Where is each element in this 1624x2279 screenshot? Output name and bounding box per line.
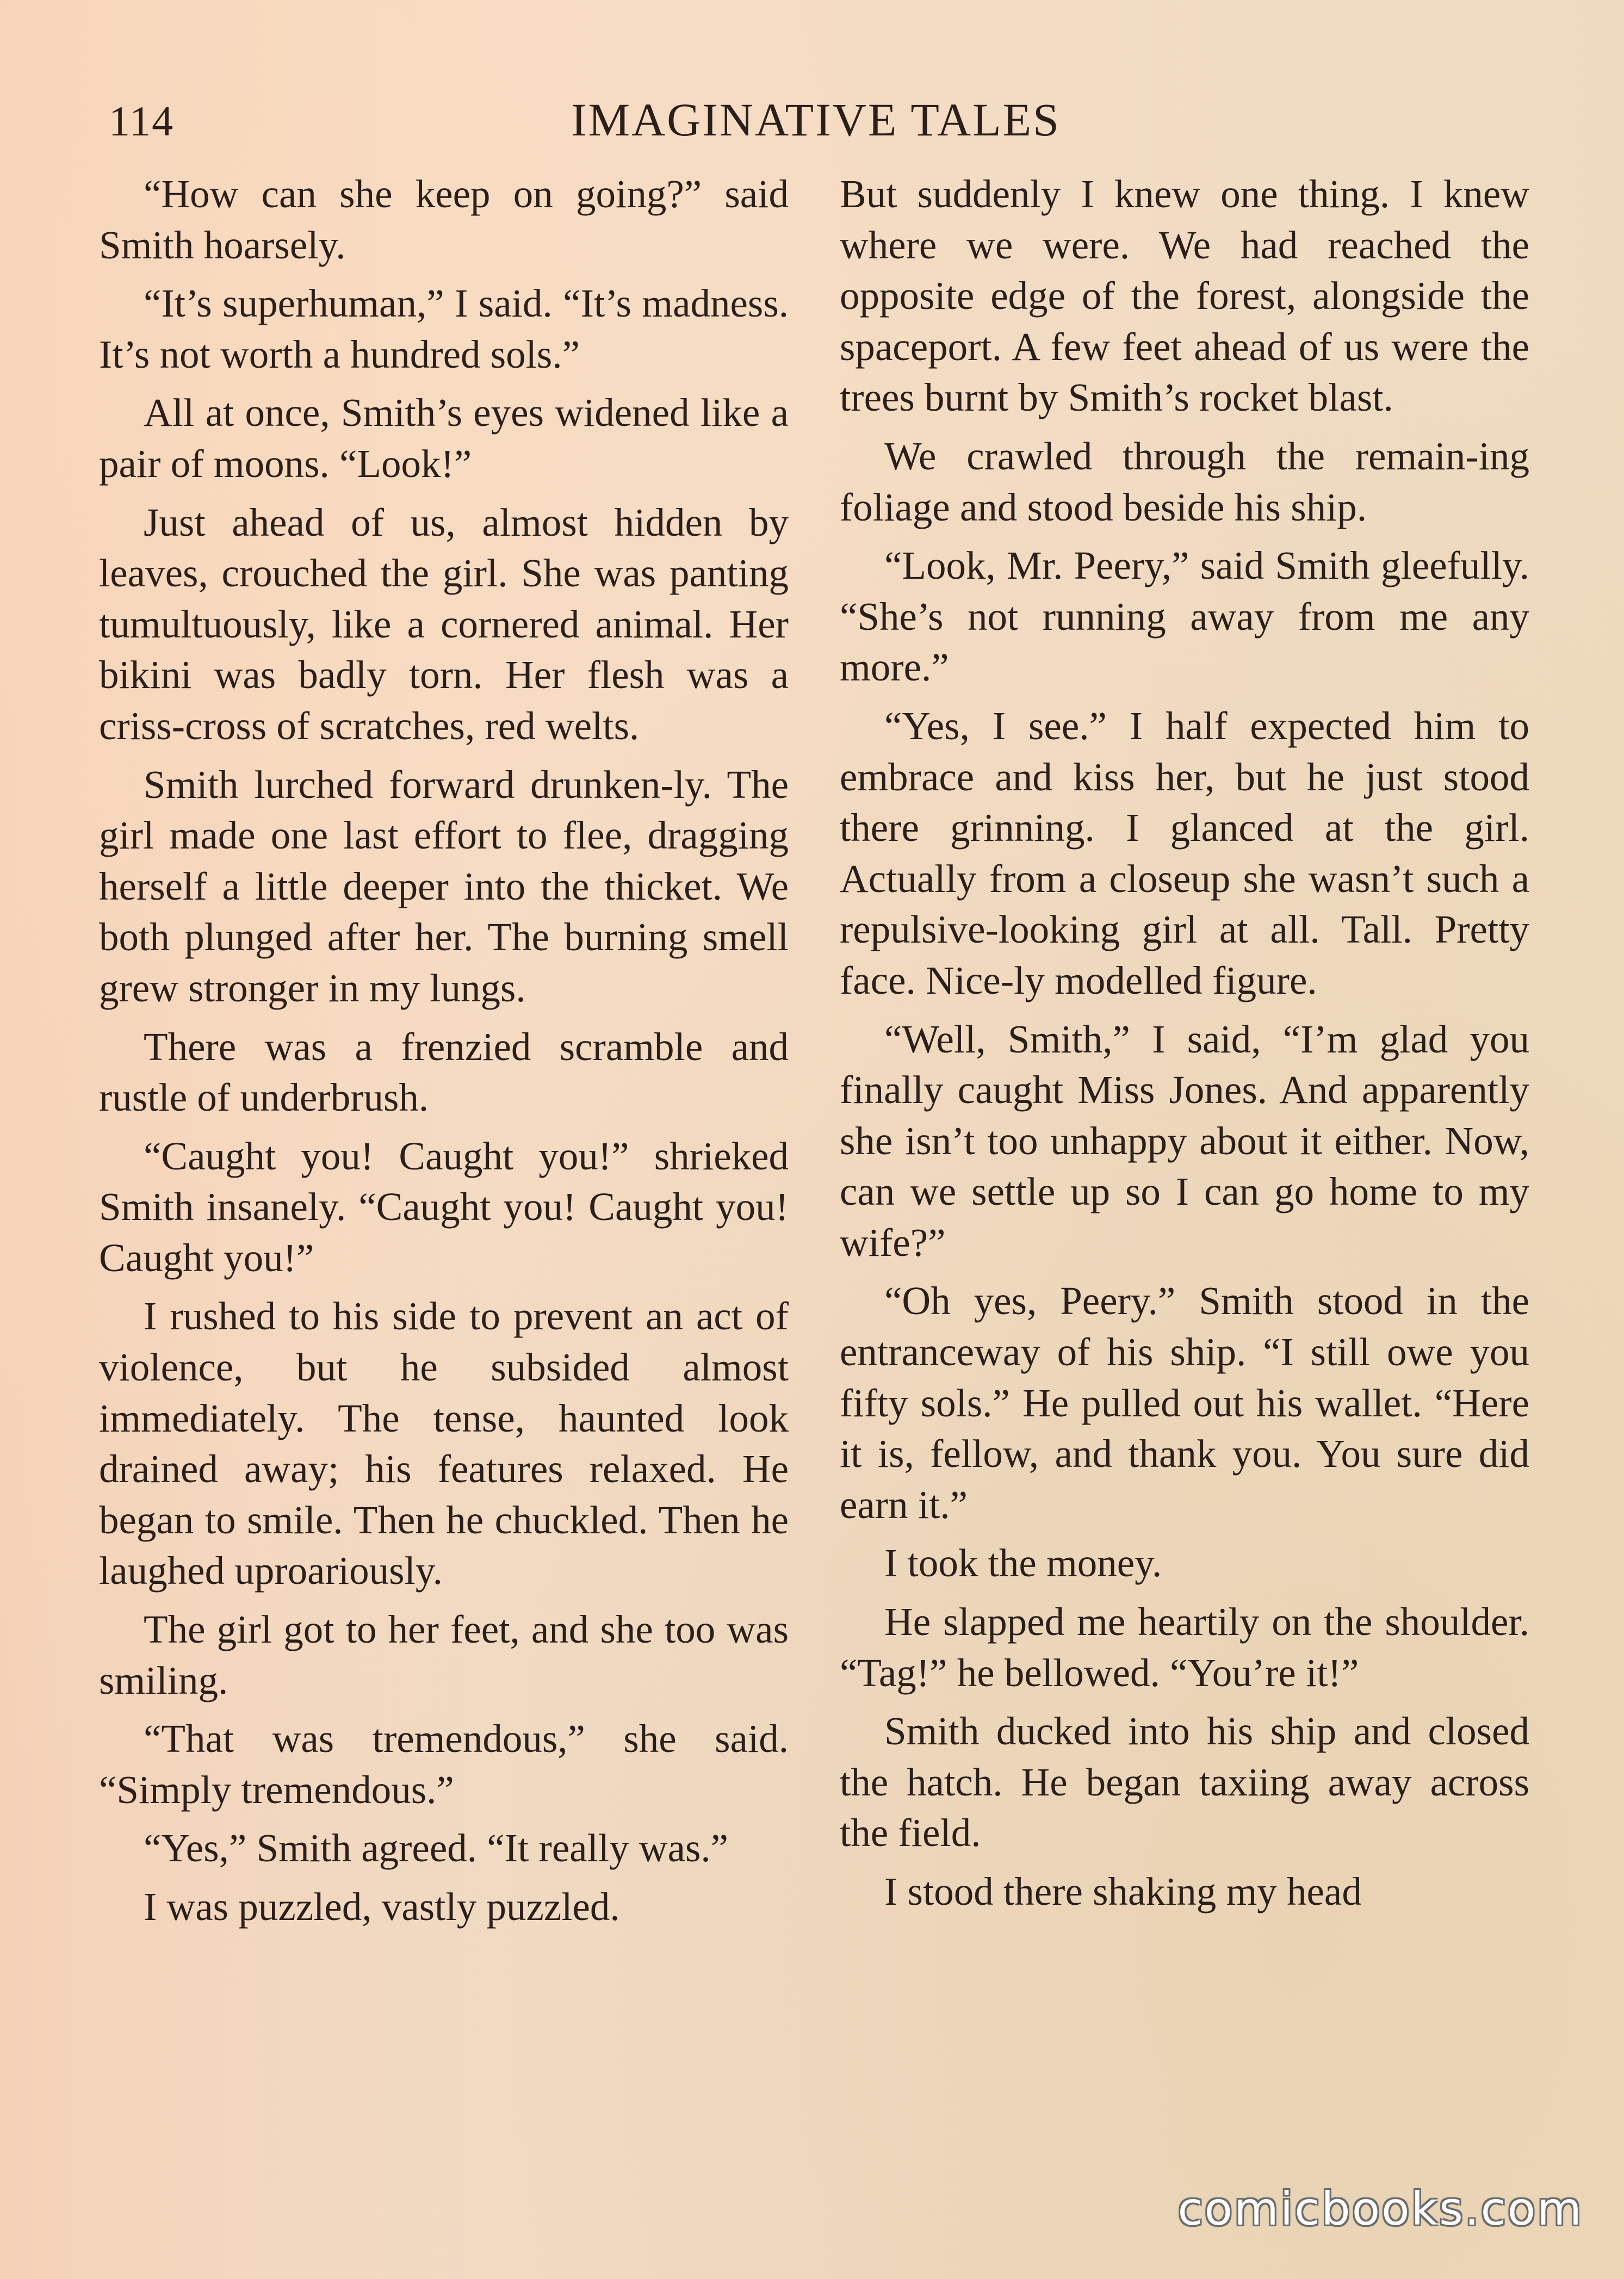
paragraph: “Yes,” Smith agreed. “It really was.”: [144, 1826, 729, 1871]
paragraph: I was puzzled, vastly puzzled.: [144, 1885, 620, 1929]
paragraph: There was a frenzied scramble and rustle of underbrush.: [99, 1024, 789, 1120]
paragraph: Smith ducked into his ship and closed the hatch. He began taxiing away across the field.: [840, 1709, 1529, 1855]
paragraph: “Yes, I see.” I half expected him to embrace and kiss her, but he just stood there grinning. I glanced at the girl. Actually from a closeup she wasn’t such a repulsive-looking girl at all. Tall. Pretty face. Nice-ly modelled figure.: [840, 703, 1529, 1002]
paragraph: “Caught you! Caught you!” shrieked Smith insanely. “Caught you! Caught you! Caught you!”: [99, 1134, 789, 1280]
running-title: IMAGINATIVE TALES: [571, 94, 1061, 146]
paragraph: “It’s superhuman,” I said. “It’s madness. It’s not worth a hundred sols.”: [99, 281, 789, 376]
paragraph: Smith lurched forward drunken-ly. The girl made one last effort to flee, dragging herself a little deeper into the thicket. We both plunged after her. The burning smell grew stronger in my lungs.: [99, 762, 789, 1010]
paragraph: Just ahead of us, almost hidden by leaves, crouched the girl. She was panting tumultuously, like a cornered animal. Her bikini was badly torn. Her flesh was a criss-cross of scratches, red welts.: [99, 500, 789, 748]
paragraph: The girl got to her feet, and she too was smiling.: [99, 1607, 789, 1702]
page-header: [98, 92, 1534, 158]
paragraph: “Look, Mr. Peery,” said Smith gleefully. “She’s not running away from me any more.”: [840, 543, 1529, 690]
paragraph: I rushed to his side to prevent an act of violence, but he subsided almost immediately. The tense, haunted look drained away; his features relaxed. He began to smile. Then he chuckled. Then he laughed uproariously.: [99, 1294, 789, 1593]
paragraph: “That was tremendous,” she said. “Simply tremendous.”: [99, 1717, 789, 1812]
paragraph: All at once, Smith’s eyes widened like a pair of moons. “Look!”: [99, 391, 789, 486]
paragraph: He slapped me heartily on the shoulder. “Tag!” he bellowed. “You’re it!”: [840, 1600, 1529, 1695]
left-column: [99, 169, 789, 1933]
right-column: [840, 169, 1529, 1917]
paragraph: I stood there shaking my head: [884, 1869, 1362, 1913]
site-watermark: comicbooks.com: [1177, 2182, 1583, 2235]
paragraph: We crawled through the remain-ing foliage and stood beside his ship.: [840, 433, 1529, 529]
continued-paragraph: But suddenly I knew one thing. I knew where we were. We had reached the opposite edge of the forest, alongside the spaceport. A few feet ahead of us were the trees burnt by Smith’s rocket blast.: [840, 172, 1529, 420]
paragraph: I took the money.: [884, 1541, 1162, 1586]
paragraph: “Well, Smith,” I said, “I’m glad you finally caught Miss Jones. And apparently she isn’t too unhappy about it either. Now, can we settle up so I can go home to my wife?”: [840, 1017, 1529, 1265]
paragraph: “Oh yes, Peery.” Smith stood in the entranceway of his ship. “I still owe you fifty sols.” He pulled out his wallet. “Here it is, fellow, and thank you. You sure did earn it.”: [840, 1279, 1529, 1527]
page-number: 114: [109, 97, 175, 145]
paragraph: “How can she keep on going?” said Smith hoarsely.: [99, 172, 789, 267]
